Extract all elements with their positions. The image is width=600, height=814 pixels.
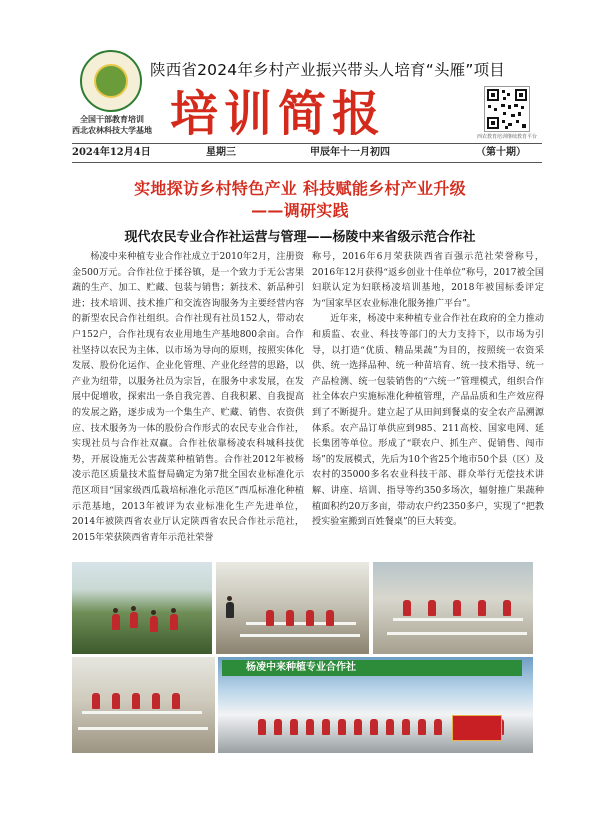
headline-line2: ——调研实践 bbox=[251, 201, 349, 220]
logo-emblem bbox=[94, 64, 128, 98]
issue-number: （第十期） bbox=[476, 147, 526, 158]
issue-date: 2024年12月4日 bbox=[72, 147, 151, 158]
photo-lecture-hall bbox=[216, 562, 369, 654]
article-title: 现代农民专业合作社运营与管理——杨陵中来省级示范合作社 bbox=[124, 230, 476, 245]
article-paragraph-continued: 称号，2016年6月荣获陕西省百强示范社荣誉称号，2016年12月获得“返乡创业十佳单位”称号，2017被全国妇联认定为妇联杨凌培训基地，2018年被国标委评定为“国家旱区农业标准化服务推广平台”。 bbox=[312, 252, 544, 309]
article-paragraph: 杨凌中来种植专业合作社成立于2010年2月，注册资金500万元。合作社位于揉谷镇，是一个致力于无公害果蔬的生产、加工、贮藏、包装与销售；新技术、新品种引进；技术培训、技术推广和交流咨询服务为主要经营内容的新型农民合作社组织。合作社现有社员152人，带动农户152户，合作社现有农业用地生产基地800余亩。合作社坚持以农民为主体、以市场为导向的原则，按照实体化发展、股份化运作、企业化管理、产业化经营的思路，以产业为纽带，以服务社员为宗旨，在服务中求发展，在发展中促增收，探索出一条自我完善、自我积累、自我提高的发展之路，逐步成为一个集生产、贮藏、销售、农资供应、技术服务为一体的股份合作形式的农民专业合作社，实现社员与合作社双赢。合作社依靠杨凌农科城科技优势，开展设施无公害蔬菜种植销售。合作社2012年被杨凌示范区质量技术监督局确定为第7批全国农业标准化示范区项目“国家级西瓜栽培标准化示范区”西瓜标准化种植示范基地，2013年被评为农业标准化生产先进单位，2014年被陕西省农业厅认定陕西省农民合作社示范社，2015年荣获陕西省青年示范社荣誉 bbox=[72, 252, 304, 543]
logo-caption-line2: 西北农林科技大学基地 bbox=[72, 126, 152, 135]
article-column-left bbox=[72, 250, 304, 552]
date-bar bbox=[72, 146, 542, 160]
headline-line1: 实地探访乡村特色产业 科技赋能乡村产业升级 bbox=[134, 179, 466, 198]
photo-greenhouse-visit bbox=[72, 562, 212, 654]
divider-top bbox=[72, 143, 542, 144]
qr-code-graphic bbox=[485, 87, 529, 131]
qr-code-icon bbox=[484, 86, 530, 132]
divider-bottom bbox=[72, 162, 542, 163]
lunar-date: 甲辰年十一月初四 bbox=[310, 147, 390, 158]
article-column-right bbox=[312, 250, 544, 552]
project-title: 陕西省2024年乡村产业振兴带头人培育“头雁”项目 bbox=[150, 61, 506, 79]
cooperative-sign-banner: 杨凌中来种植专业合作社 bbox=[222, 660, 522, 676]
qr-caption: 西农教育培训继续教育平台 bbox=[476, 134, 537, 140]
university-logo bbox=[80, 50, 142, 112]
logo-caption-line1: 全国干部教育培训 bbox=[80, 115, 144, 124]
weekday: 星期三 bbox=[206, 147, 236, 158]
photo-classroom-session bbox=[373, 562, 533, 654]
photo-training-room bbox=[72, 657, 215, 753]
red-banner-flag bbox=[452, 715, 502, 741]
article-paragraph: 近年来，杨凌中来种植专业合作社在政府的全力推动和质监、农业、科技等部门的大力支持下，以市场为引导，以打造“优质、精品果蔬”为目的，按照统一农资采供、统一选择品种、统一种苗培育、统一技术指导、统一产品检测、统一包装销售的“六统一”管理模式，组织合作社全体农户实施标准化种植管理，产品品质和生产效应得到了不断提升。建立起了从田间到餐桌的安全农产品溯源体系。农产品订单供应到985、211高校、国家电网、延长集团等单位。形成了“联农户、抓生产、促销售、闯市场”的发展模式，先后为10个省25个地市50个县（区）及农村的35000多名农业科技干部、群众举行无偿技术讲解、讲座、培训、指导等约350多场次，辐射推广果蔬种植面积约20万多亩，带动农户约2350多户，实现了“把教授实验室搬到百姓餐桌”的巨大转变。 bbox=[312, 314, 544, 528]
masthead-title: 培训简报 bbox=[170, 86, 387, 142]
